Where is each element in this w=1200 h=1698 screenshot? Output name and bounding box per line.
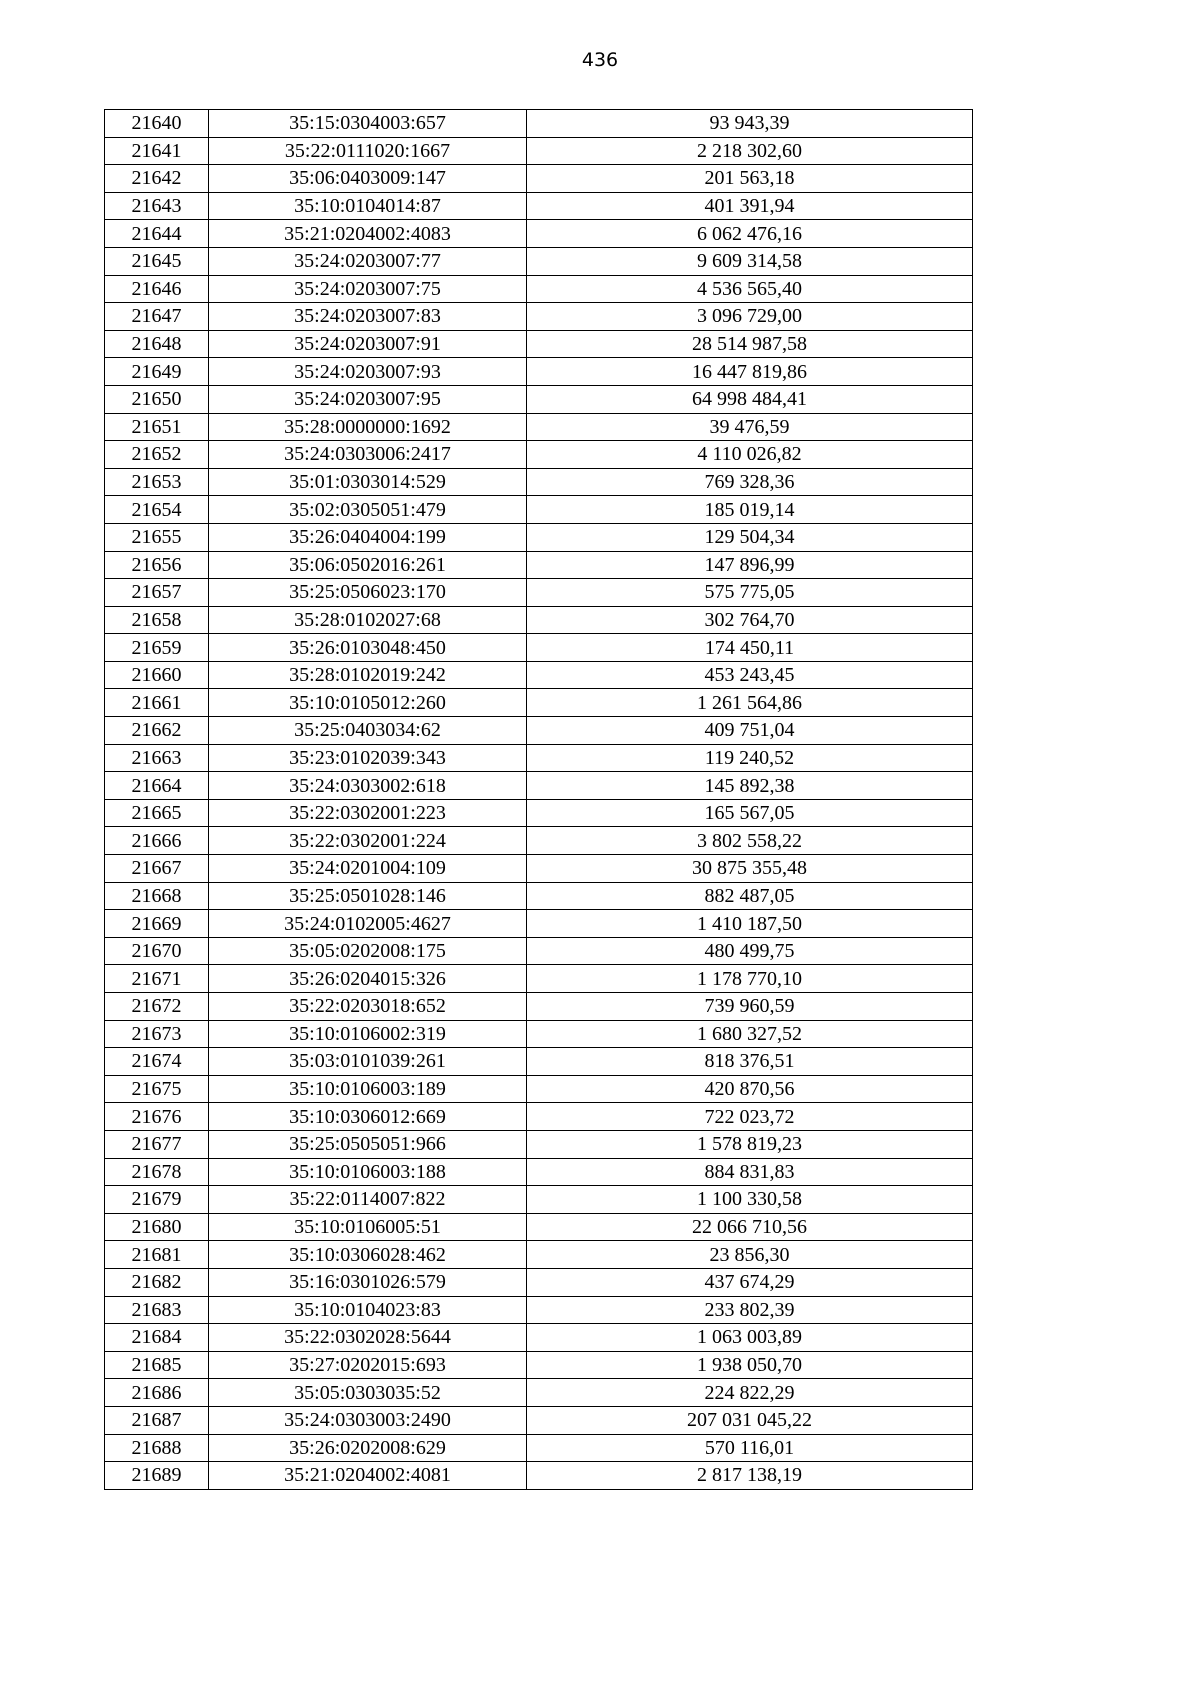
row-number-cell: 21651: [105, 413, 209, 441]
cadastral-value-cell: 1 938 050,70: [527, 1351, 973, 1379]
cadastral-value-cell: 30 875 355,48: [527, 855, 973, 883]
cadastral-value-cell: 2 817 138,19: [527, 1462, 973, 1490]
cadastral-value-cell: 302 764,70: [527, 606, 973, 634]
page-number: 436: [581, 49, 619, 71]
cadastral-number-cell: 35:06:0502016:261: [209, 551, 527, 579]
cadastral-number-cell: 35:25:0505051:966: [209, 1130, 527, 1158]
table-row: [105, 1213, 973, 1241]
cadastral-value-cell: 4 110 026,82: [527, 441, 973, 469]
cadastral-number-cell: 35:25:0403034:62: [209, 717, 527, 745]
cadastral-value-cell: 3 802 558,22: [527, 827, 973, 855]
table-row: [105, 1075, 973, 1103]
table-row: [105, 606, 973, 634]
cadastral-value-cell: 39 476,59: [527, 413, 973, 441]
table-row: [105, 413, 973, 441]
cadastral-value-cell: 9 609 314,58: [527, 247, 973, 275]
table-row: [105, 661, 973, 689]
row-number-cell: 21668: [105, 882, 209, 910]
table-row: [105, 275, 973, 303]
row-number-cell: 21663: [105, 744, 209, 772]
table-row: [105, 965, 973, 993]
table-body: [105, 110, 973, 1490]
table-row: [105, 330, 973, 358]
cadastral-value-cell: 201 563,18: [527, 165, 973, 193]
cadastral-number-cell: 35:05:0303035:52: [209, 1379, 527, 1407]
cadastral-number-cell: 35:10:0106003:188: [209, 1158, 527, 1186]
cadastral-number-cell: 35:25:0506023:170: [209, 579, 527, 607]
row-number-cell: 21686: [105, 1379, 209, 1407]
table-row: [105, 579, 973, 607]
cadastral-value-cell: 1 063 003,89: [527, 1324, 973, 1352]
table-row: [105, 827, 973, 855]
row-number-cell: 21669: [105, 910, 209, 938]
cadastral-value-cell: 165 567,05: [527, 799, 973, 827]
cadastral-number-cell: 35:22:0302001:223: [209, 799, 527, 827]
cadastral-value-cell: 739 960,59: [527, 993, 973, 1021]
row-number-cell: 21641: [105, 137, 209, 165]
row-number-cell: 21677: [105, 1130, 209, 1158]
cadastral-value-cell: 224 822,29: [527, 1379, 973, 1407]
cadastral-value-cell: 2 218 302,60: [527, 137, 973, 165]
cadastral-number-cell: 35:24:0201004:109: [209, 855, 527, 883]
cadastral-value-cell: 145 892,38: [527, 772, 973, 800]
cadastral-number-cell: 35:28:0102019:242: [209, 661, 527, 689]
cadastral-value-cell: 401 391,94: [527, 192, 973, 220]
row-number-cell: 21672: [105, 993, 209, 1021]
table-row: [105, 882, 973, 910]
row-number-cell: 21687: [105, 1406, 209, 1434]
cadastral-value-cell: 16 447 819,86: [527, 358, 973, 386]
cadastral-value-cell: 437 674,29: [527, 1268, 973, 1296]
cadastral-number-cell: 35:03:0101039:261: [209, 1048, 527, 1076]
row-number-cell: 21659: [105, 634, 209, 662]
table-row: [105, 1462, 973, 1490]
cadastral-value-cell: 174 450,11: [527, 634, 973, 662]
row-number-cell: 21678: [105, 1158, 209, 1186]
table-row: [105, 937, 973, 965]
cadastral-number-cell: 35:22:0302028:5644: [209, 1324, 527, 1352]
row-number-cell: 21661: [105, 689, 209, 717]
table-row: [105, 1434, 973, 1462]
cadastral-value-cell: 1 410 187,50: [527, 910, 973, 938]
cadastral-number-cell: 35:24:0303006:2417: [209, 441, 527, 469]
cadastral-number-cell: 35:10:0106003:189: [209, 1075, 527, 1103]
row-number-cell: 21653: [105, 468, 209, 496]
cadastral-number-cell: 35:10:0104014:87: [209, 192, 527, 220]
cadastral-value-cell: 28 514 987,58: [527, 330, 973, 358]
row-number-cell: 21645: [105, 247, 209, 275]
cadastral-value-cell: 119 240,52: [527, 744, 973, 772]
cadastral-value-cell: 147 896,99: [527, 551, 973, 579]
row-number-cell: 21656: [105, 551, 209, 579]
cadastral-value-cell: 769 328,36: [527, 468, 973, 496]
table-row: [105, 855, 973, 883]
table-row: [105, 1351, 973, 1379]
table-row: [105, 220, 973, 248]
row-number-cell: 21650: [105, 385, 209, 413]
cadastral-number-cell: 35:24:0203007:95: [209, 385, 527, 413]
row-number-cell: 21654: [105, 496, 209, 524]
table-row: [105, 1241, 973, 1269]
cadastral-number-cell: 35:02:0305051:479: [209, 496, 527, 524]
row-number-cell: 21666: [105, 827, 209, 855]
table-row: [105, 1020, 973, 1048]
cadastral-number-cell: 35:28:0102027:68: [209, 606, 527, 634]
cadastral-number-cell: 35:28:0000000:1692: [209, 413, 527, 441]
cadastral-number-cell: 35:10:0306012:669: [209, 1103, 527, 1131]
cadastral-value-cell: 129 504,34: [527, 523, 973, 551]
cadastral-value-cell: 1 578 819,23: [527, 1130, 973, 1158]
cadastral-number-cell: 35:01:0303014:529: [209, 468, 527, 496]
table-row: [105, 910, 973, 938]
cadastral-number-cell: 35:24:0102005:4627: [209, 910, 527, 938]
row-number-cell: 21682: [105, 1268, 209, 1296]
cadastral-number-cell: 35:10:0306028:462: [209, 1241, 527, 1269]
cadastral-number-cell: 35:16:0301026:579: [209, 1268, 527, 1296]
table-row: [105, 165, 973, 193]
cadastral-value-cell: 480 499,75: [527, 937, 973, 965]
cadastral-number-cell: 35:21:0204002:4081: [209, 1462, 527, 1490]
row-number-cell: 21655: [105, 523, 209, 551]
cadastral-number-cell: 35:22:0114007:822: [209, 1186, 527, 1214]
cadastral-value-cell: 23 856,30: [527, 1241, 973, 1269]
cadastral-value-cell: 453 243,45: [527, 661, 973, 689]
cadastral-value-cell: 3 096 729,00: [527, 303, 973, 331]
row-number-cell: 21660: [105, 661, 209, 689]
table-row: [105, 1103, 973, 1131]
table-row: [105, 1186, 973, 1214]
table-row: [105, 799, 973, 827]
table-row: [105, 1406, 973, 1434]
table-row: [105, 110, 973, 138]
cadastral-number-cell: 35:24:0203007:93: [209, 358, 527, 386]
table-row: [105, 441, 973, 469]
row-number-cell: 21667: [105, 855, 209, 883]
table-row: [105, 496, 973, 524]
cadastral-number-cell: 35:23:0102039:343: [209, 744, 527, 772]
row-number-cell: 21646: [105, 275, 209, 303]
row-number-cell: 21640: [105, 110, 209, 138]
table-row: [105, 551, 973, 579]
cadastral-value-cell: 93 943,39: [527, 110, 973, 138]
row-number-cell: 21676: [105, 1103, 209, 1131]
cadastral-value-cell: 233 802,39: [527, 1296, 973, 1324]
table-row: [105, 192, 973, 220]
table-row: [105, 358, 973, 386]
cadastral-number-cell: 35:26:0404004:199: [209, 523, 527, 551]
cadastral-number-cell: 35:22:0203018:652: [209, 993, 527, 1021]
table-row: [105, 1324, 973, 1352]
cadastral-number-cell: 35:24:0203007:91: [209, 330, 527, 358]
table-row: [105, 772, 973, 800]
cadastral-number-cell: 35:24:0303002:618: [209, 772, 527, 800]
cadastral-number-cell: 35:26:0202008:629: [209, 1434, 527, 1462]
cadastral-value-cell: 575 775,05: [527, 579, 973, 607]
row-number-cell: 21684: [105, 1324, 209, 1352]
cadastral-number-cell: 35:10:0104023:83: [209, 1296, 527, 1324]
cadastral-value-cell: 818 376,51: [527, 1048, 973, 1076]
table-row: [105, 523, 973, 551]
table-row: [105, 385, 973, 413]
row-number-cell: 21664: [105, 772, 209, 800]
table-row: [105, 303, 973, 331]
cadastral-number-cell: 35:15:0304003:657: [209, 110, 527, 138]
cadastral-number-cell: 35:21:0204002:4083: [209, 220, 527, 248]
row-number-cell: 21681: [105, 1241, 209, 1269]
cadastral-number-cell: 35:26:0204015:326: [209, 965, 527, 993]
row-number-cell: 21643: [105, 192, 209, 220]
cadastral-number-cell: 35:10:0106005:51: [209, 1213, 527, 1241]
table-row: [105, 744, 973, 772]
cadastral-number-cell: 35:24:0203007:83: [209, 303, 527, 331]
cadastral-value-cell: 22 066 710,56: [527, 1213, 973, 1241]
cadastral-number-cell: 35:05:0202008:175: [209, 937, 527, 965]
cadastral-value-cell: 570 116,01: [527, 1434, 973, 1462]
cadastral-value-cell: 722 023,72: [527, 1103, 973, 1131]
cadastral-number-cell: 35:22:0111020:1667: [209, 137, 527, 165]
row-number-cell: 21680: [105, 1213, 209, 1241]
row-number-cell: 21649: [105, 358, 209, 386]
table-row: [105, 137, 973, 165]
cadastral-value-cell: 409 751,04: [527, 717, 973, 745]
row-number-cell: 21662: [105, 717, 209, 745]
row-number-cell: 21658: [105, 606, 209, 634]
table-row: [105, 468, 973, 496]
cadastral-number-cell: 35:24:0203007:77: [209, 247, 527, 275]
row-number-cell: 21673: [105, 1020, 209, 1048]
row-number-cell: 21675: [105, 1075, 209, 1103]
cadastral-value-cell: 1 178 770,10: [527, 965, 973, 993]
cadastral-value-table: [104, 109, 973, 1490]
cadastral-value-cell: 185 019,14: [527, 496, 973, 524]
row-number-cell: 21679: [105, 1186, 209, 1214]
cadastral-number-cell: 35:27:0202015:693: [209, 1351, 527, 1379]
row-number-cell: 21652: [105, 441, 209, 469]
table-row: [105, 247, 973, 275]
cadastral-number-cell: 35:24:0303003:2490: [209, 1406, 527, 1434]
cadastral-value-cell: 4 536 565,40: [527, 275, 973, 303]
cadastral-value-cell: 884 831,83: [527, 1158, 973, 1186]
row-number-cell: 21642: [105, 165, 209, 193]
cadastral-value-cell: 6 062 476,16: [527, 220, 973, 248]
cadastral-value-cell: 1 680 327,52: [527, 1020, 973, 1048]
row-number-cell: 21688: [105, 1434, 209, 1462]
row-number-cell: 21683: [105, 1296, 209, 1324]
row-number-cell: 21644: [105, 220, 209, 248]
cadastral-number-cell: 35:25:0501028:146: [209, 882, 527, 910]
table-row: [105, 1379, 973, 1407]
row-number-cell: 21670: [105, 937, 209, 965]
row-number-cell: 21647: [105, 303, 209, 331]
table-row: [105, 634, 973, 662]
cadastral-value-cell: 420 870,56: [527, 1075, 973, 1103]
row-number-cell: 21685: [105, 1351, 209, 1379]
cadastral-value-cell: 207 031 045,22: [527, 1406, 973, 1434]
cadastral-value-cell: 64 998 484,41: [527, 385, 973, 413]
table-row: [105, 993, 973, 1021]
cadastral-value-cell: 1 100 330,58: [527, 1186, 973, 1214]
row-number-cell: 21665: [105, 799, 209, 827]
cadastral-value-cell: 1 261 564,86: [527, 689, 973, 717]
table-row: [105, 1268, 973, 1296]
cadastral-number-cell: 35:10:0106002:319: [209, 1020, 527, 1048]
table-row: [105, 1130, 973, 1158]
row-number-cell: 21674: [105, 1048, 209, 1076]
table-row: [105, 689, 973, 717]
cadastral-number-cell: 35:06:0403009:147: [209, 165, 527, 193]
cadastral-number-cell: 35:22:0302001:224: [209, 827, 527, 855]
row-number-cell: 21671: [105, 965, 209, 993]
row-number-cell: 21648: [105, 330, 209, 358]
cadastral-number-cell: 35:24:0203007:75: [209, 275, 527, 303]
cadastral-number-cell: 35:26:0103048:450: [209, 634, 527, 662]
row-number-cell: 21689: [105, 1462, 209, 1490]
cadastral-value-cell: 882 487,05: [527, 882, 973, 910]
table-row: [105, 717, 973, 745]
table-row: [105, 1158, 973, 1186]
table-row: [105, 1048, 973, 1076]
table-row: [105, 1296, 973, 1324]
cadastral-number-cell: 35:10:0105012:260: [209, 689, 527, 717]
row-number-cell: 21657: [105, 579, 209, 607]
